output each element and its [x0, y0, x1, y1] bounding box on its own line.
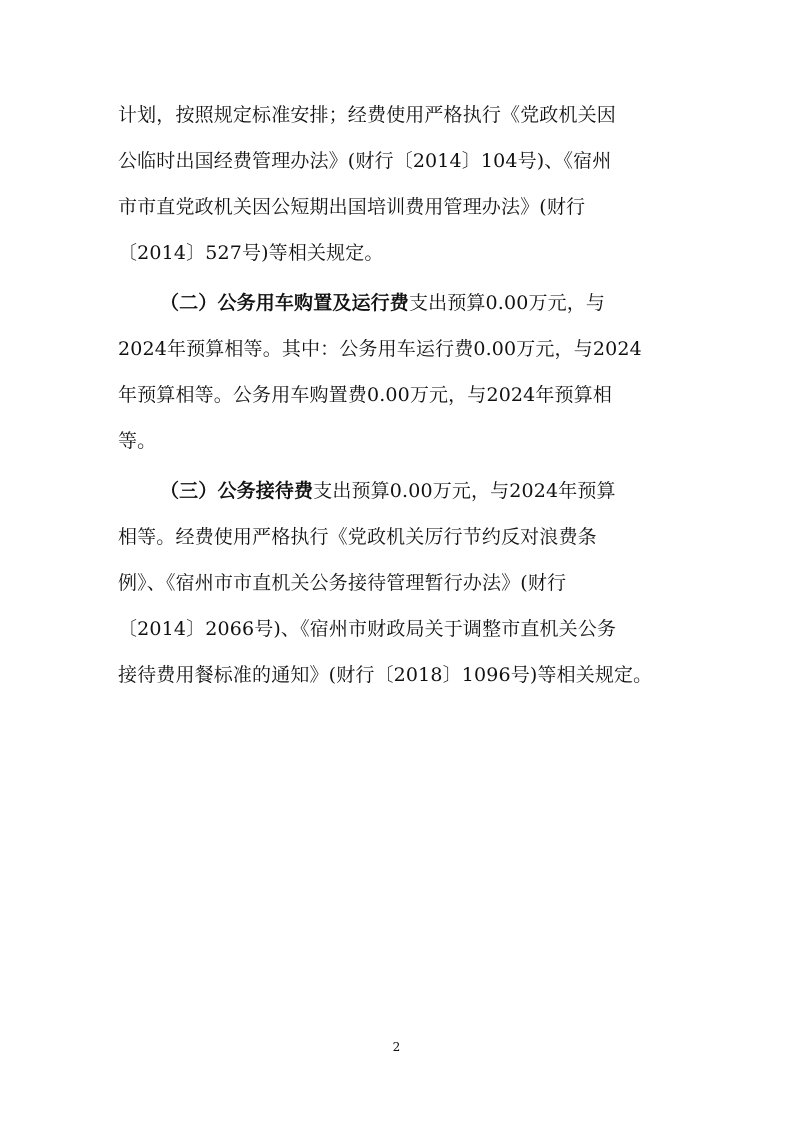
document-body	[118, 92, 678, 698]
text-line: 公临时出国经费管理办法》(财行〔2014〕104号)、《宿州	[118, 150, 612, 172]
paragraph-official-reception	[118, 468, 678, 698]
section-heading: （三）公务接待费	[160, 480, 314, 502]
text-line: 计划，按照规定标准安排；经费使用严格执行《党政机关因	[118, 104, 616, 126]
text-line: 相等。经费使用严格执行《党政机关厉行节约反对浪费条	[118, 526, 597, 548]
text-line: 年预算相等。公务用车购置费0.00万元，与2024年预算相	[118, 384, 613, 406]
text-line: 等。	[118, 430, 157, 452]
page-number: 2	[392, 1040, 401, 1054]
text-line: 例》、《宿州市市直机关公务接待管理暂行办法》(财行	[118, 572, 567, 594]
paragraph-official-vehicles	[118, 280, 678, 464]
paragraph-outbound-travel	[118, 92, 678, 276]
section-heading: （二）公务用车购置及运行费	[160, 292, 409, 314]
text-line	[118, 468, 678, 514]
text-line: 〔2014〕2066号)、《宿州市财政局关于调整市直机关公务	[118, 618, 617, 640]
text-line: 接待费用餐标准的通知》(财行〔2018〕1096号)等相关规定。	[118, 664, 653, 686]
text-line	[118, 280, 678, 326]
text-line: 2024年预算相等。其中：公务用车运行费0.00万元，与2024	[118, 338, 642, 360]
text-run: 支出预算0.00万元，与	[408, 292, 606, 314]
text-run: 支出预算0.00万元，与2024年预算	[313, 480, 616, 502]
text-line: 〔2014〕527号)等相关规定。	[118, 242, 384, 264]
text-line: 市市直党政机关因公短期出国培训费用管理办法》(财行	[118, 196, 586, 218]
